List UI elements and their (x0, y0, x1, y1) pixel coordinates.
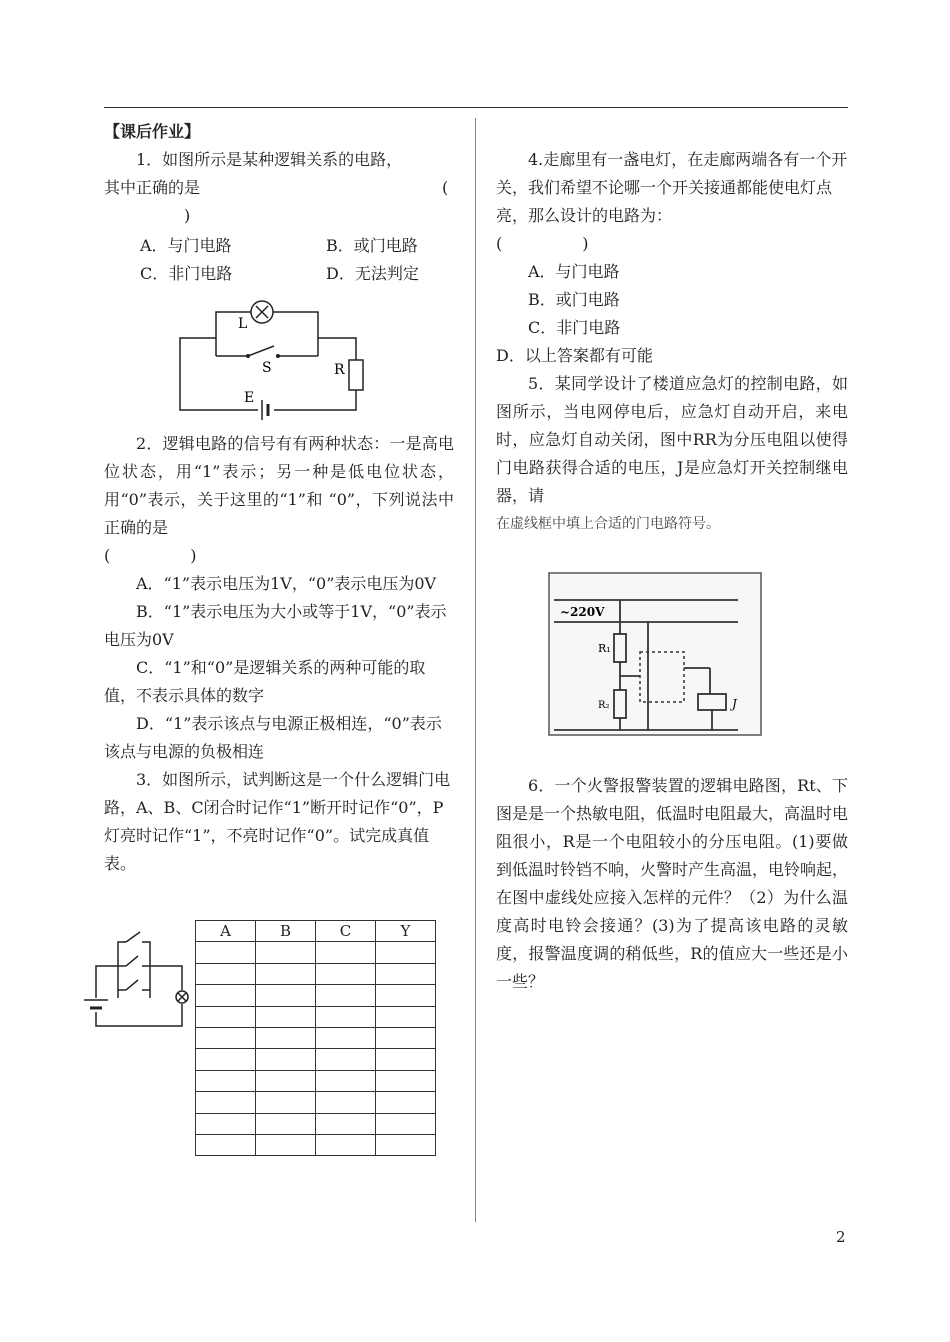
q4-paren: ( ) (496, 234, 589, 253)
table-cell[interactable] (256, 1006, 316, 1027)
table-cell[interactable] (376, 1070, 436, 1091)
q1-paren-open: ( (442, 178, 449, 197)
left-column (104, 118, 454, 288)
table-cell[interactable] (376, 1027, 436, 1048)
q1-switch-label: S (262, 360, 272, 376)
section-heading: 【课后作业】 (104, 122, 201, 141)
q1-stem-line1: 1．如图所示是某种逻辑关系的电路， (136, 150, 403, 169)
q5-circuit-figure (548, 572, 762, 736)
q5-voltage-label: ~220V (560, 605, 605, 619)
q3-stem: 3．如图所示，试判断这是一个什么逻辑门电路，A、B、C闭合时记作“1”断开时记作“0”，P灯亮时记作“1”，不亮时记作“0”。试完成真值表。 (104, 770, 451, 873)
table-cell[interactable] (256, 942, 316, 963)
table-cell[interactable] (376, 1049, 436, 1070)
table-row (196, 963, 436, 984)
q1-paren-row (104, 202, 454, 230)
table-cell[interactable] (256, 1070, 316, 1091)
table-cell[interactable] (316, 1049, 376, 1070)
table-row (196, 1006, 436, 1027)
q1-paren-close: ) (184, 206, 191, 225)
table-row (196, 1049, 436, 1070)
table-cell[interactable] (196, 1134, 256, 1155)
table-cell[interactable] (196, 942, 256, 963)
q4-option-c: C．非门电路 (528, 318, 621, 337)
table-row (196, 1134, 436, 1155)
table-cell[interactable] (316, 1134, 376, 1155)
table-cell[interactable] (376, 963, 436, 984)
q4-stem: 4.走廊里有一盏电灯，在走廊两端各有一个开关，我们希望不论哪一个开关接通都能使电灯点亮，那么设计的电路为： (496, 150, 848, 225)
table-cell[interactable] (316, 942, 376, 963)
q1-option-d: D．无法判定 (326, 264, 419, 283)
right-column (496, 146, 848, 538)
table-cell[interactable] (196, 1092, 256, 1113)
header-rule (104, 107, 848, 108)
table-cell[interactable] (196, 985, 256, 1006)
table-cell[interactable] (256, 1092, 316, 1113)
q5-stem-tail: 在虚线框中填上合适的门电路符号。 (496, 516, 720, 532)
q1-resistor-label: R (334, 362, 345, 378)
q2-option-d: D．“1”表示该点与电源正极相连，“0”表示该点与电源的负极相连 (104, 714, 442, 761)
truth-table-header-row (196, 921, 436, 942)
q4-option-d: D．以上答案都有可能 (496, 346, 653, 365)
q5-stem: 5．某同学设计了楼道应急灯的控制电路，如图所示，当电网停电后，应急灯自动开启，来电时，应急灯自动关闭，图中RR为分压电阻以使得门电路获得合适的电压，J是应急灯开关控制继电器，请 (496, 374, 848, 505)
table-cell[interactable] (196, 1006, 256, 1027)
table-cell[interactable] (316, 963, 376, 984)
table-cell[interactable] (196, 1049, 256, 1070)
table-row (196, 1027, 436, 1048)
truth-table-header: B (256, 921, 316, 942)
q2-stem: 2．逻辑电路的信号有有两种状态：一是高电位状态，用“1”表示；另一种是低电位状态，用“0”表示，关于这里的“1”和 “0”，下列说法中正确的是 (104, 434, 454, 537)
table-cell[interactable] (376, 1113, 436, 1134)
table-row (196, 1092, 436, 1113)
q1-lamp-label: L (238, 316, 248, 332)
q4-option-a: A．与门电路 (528, 262, 620, 281)
column-divider (475, 118, 476, 1222)
table-row (196, 942, 436, 963)
q1-battery-label: E (244, 390, 255, 406)
q1-circuit-figure (170, 298, 370, 422)
table-cell[interactable] (316, 1027, 376, 1048)
table-cell[interactable] (196, 1113, 256, 1134)
table-cell[interactable] (196, 963, 256, 984)
q5-r1-label: R₁ (598, 642, 611, 655)
q5-r2-label: R₂ (598, 700, 610, 711)
q2-option-b: B．“1”表示电压为大小或等于1V，“0”表示电压为0V (104, 602, 447, 649)
table-cell[interactable] (376, 1006, 436, 1027)
q2-paren: ( ) (104, 546, 197, 565)
truth-table-header: C (316, 921, 376, 942)
q5-relay-label: J (732, 697, 737, 711)
left-column-lower (104, 430, 454, 878)
q1-option-b: B．或门电路 (326, 236, 418, 255)
table-cell[interactable] (256, 1027, 316, 1048)
table-cell[interactable] (376, 1134, 436, 1155)
table-cell[interactable] (376, 985, 436, 1006)
table-cell[interactable] (376, 942, 436, 963)
q3-circuit-figure (80, 928, 195, 1038)
q1-option-a: A．与门电路 (140, 236, 232, 255)
table-cell[interactable] (256, 963, 316, 984)
table-cell[interactable] (256, 1134, 316, 1155)
q1-stem-line2-row (104, 174, 454, 202)
q1-stem-line2: 其中正确的是 (104, 178, 201, 197)
q2-option-c: C．“1”和“0”是逻辑关系的两种可能的取值，不表示具体的数字 (104, 658, 426, 705)
table-cell[interactable] (316, 1113, 376, 1134)
table-row (196, 1113, 436, 1134)
q2-option-a: A．“1”表示电压为1V，“0”表示电压为0V (136, 574, 437, 593)
q6-stem: 6．一个火警报警装置的逻辑电路图，Rt、下图是是一个热敏电阻，低温时电阻最大，高温时电阻很小，R是一个电阻较小的分压电阻。(1)要做到低温时铃铛不响，火警时产生高温，电铃响起，在图中虚线处应接入怎样的元件？（2）为什么温度高时电铃会接通？(3)为了提高该电路的灵敏度，报警温度调的稍低些，R的值应大一些还是小一些？ (496, 776, 849, 991)
q1-option-c: C．非门电路 (140, 264, 233, 283)
table-cell[interactable] (256, 1049, 316, 1070)
table-cell[interactable] (256, 985, 316, 1006)
q3-truth-table (195, 920, 436, 1156)
q4-option-b: B．或门电路 (528, 290, 620, 309)
table-cell[interactable] (316, 1006, 376, 1027)
truth-table-header: Y (376, 921, 436, 942)
q1-options-row2 (104, 260, 454, 288)
table-cell[interactable] (316, 1092, 376, 1113)
table-cell[interactable] (196, 1070, 256, 1091)
table-row (196, 1070, 436, 1091)
page-number: 2 (836, 1228, 846, 1246)
table-cell[interactable] (316, 1070, 376, 1091)
truth-table-header: A (196, 921, 256, 942)
table-cell[interactable] (316, 985, 376, 1006)
table-cell[interactable] (376, 1092, 436, 1113)
table-row (196, 985, 436, 1006)
right-column-lower (496, 772, 848, 996)
table-cell[interactable] (196, 1027, 256, 1048)
table-cell[interactable] (256, 1113, 316, 1134)
q1-options-row1 (104, 232, 454, 260)
